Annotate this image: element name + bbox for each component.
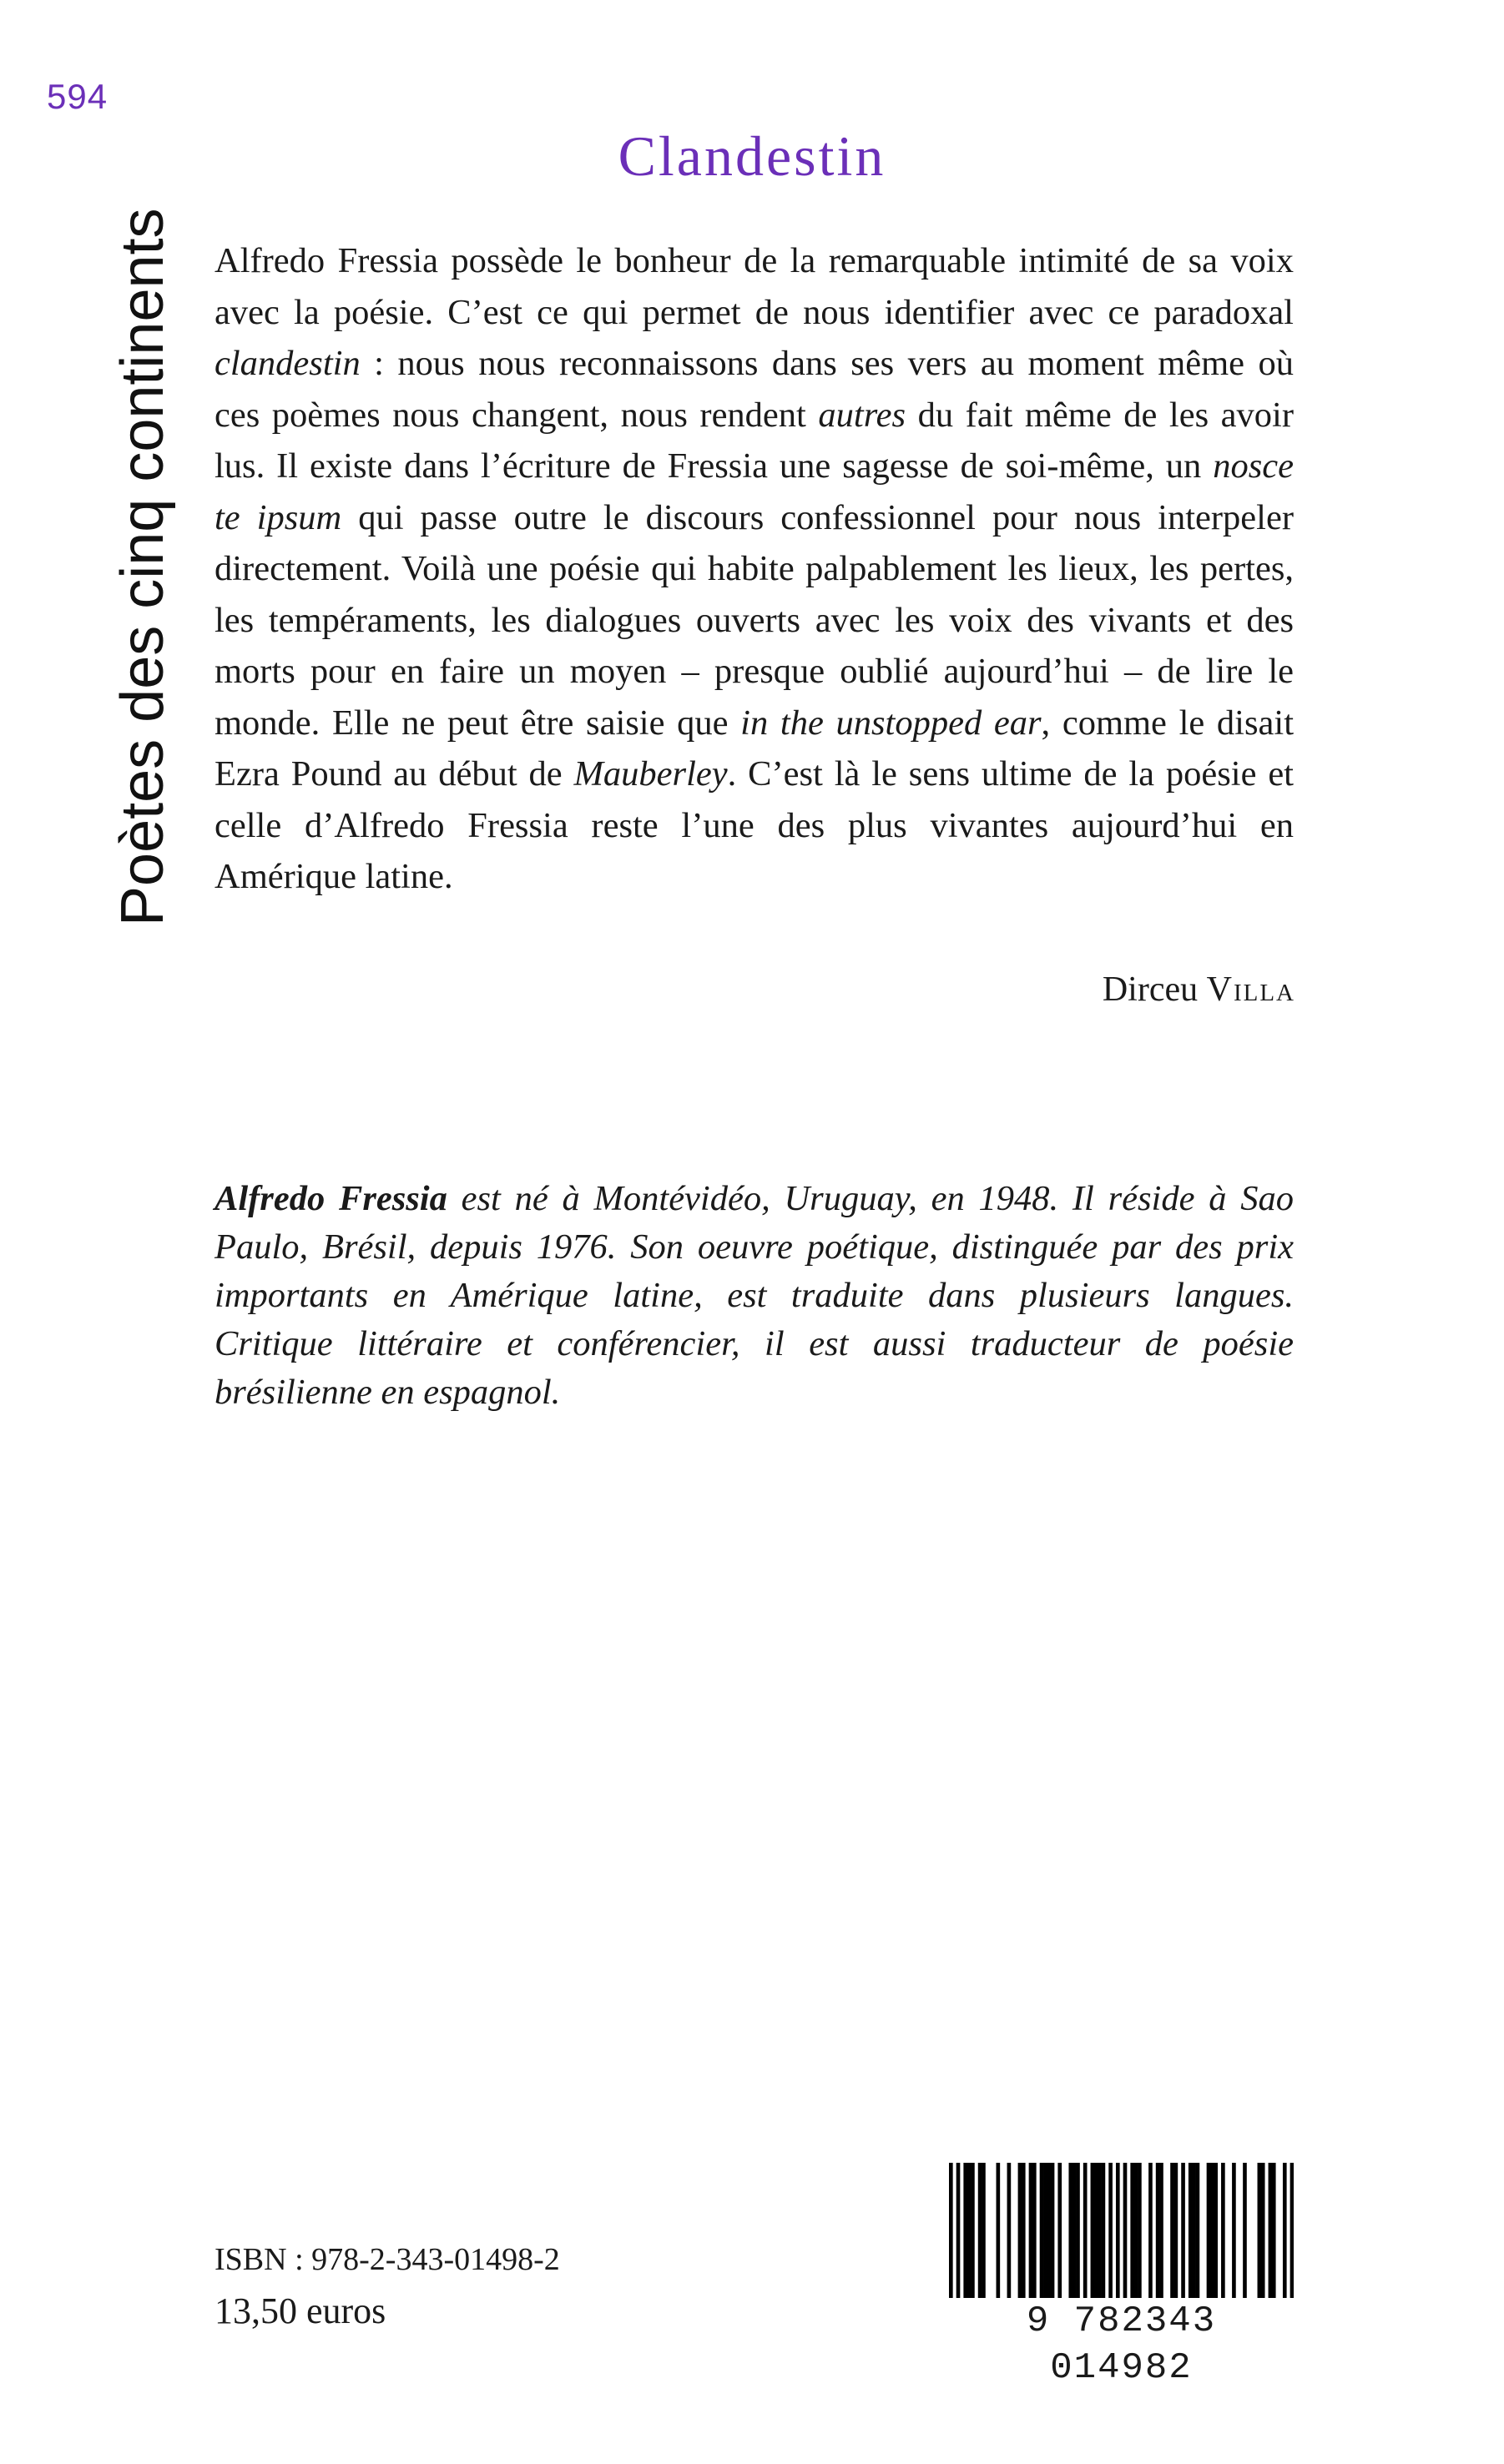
barcode-bar — [1108, 2163, 1113, 2305]
blurb-italic: in the unstopped ear — [740, 703, 1042, 743]
barcode-bar — [1029, 2163, 1033, 2305]
blurb-paragraph — [214, 235, 1294, 903]
barcode-bar — [1148, 2163, 1153, 2305]
blurb-text: du fait même de les avoir lus. Il existe dans l’écriture de Fressia une sagesse de soi-même, un — [214, 395, 1294, 486]
barcode-bar — [1156, 2163, 1160, 2305]
barcode-bar — [997, 2163, 1001, 2305]
blurb-italic: clandestin — [214, 344, 361, 383]
barcode-bar — [1189, 2163, 1193, 2305]
barcode-bar — [967, 2163, 972, 2305]
barcode-bars — [949, 2163, 1294, 2305]
barcode-bar — [1068, 2163, 1072, 2305]
barcode-bar — [1192, 2163, 1196, 2305]
bio-text: est né à Montévidéo, Uruguay, en 1948. Il réside à Sao Paulo, Brésil, depuis 1976. Son oeuvre poétique, distinguée par des prix importants en Amérique latine, est traduite dans plusieurs langues. Critique littéraire et conférencier, il est aussi traducteur de poésie brésilienne en espagnol. — [214, 1179, 1294, 1412]
blurb-italic: autres — [818, 395, 906, 435]
blurb — [214, 235, 1294, 903]
barcode-bar — [1134, 2163, 1138, 2305]
barcode-bar — [1051, 2163, 1055, 2305]
barcode-bar — [1047, 2163, 1051, 2305]
book-title: Clandestin — [618, 124, 886, 188]
barcode-bar — [1159, 2163, 1163, 2305]
barcode-bar — [1018, 2163, 1022, 2305]
barcode-bar — [982, 2163, 986, 2305]
barcode-bar — [1261, 2163, 1265, 2305]
barcode-bar — [1290, 2163, 1294, 2305]
series-name: Poètes des cinq continents — [109, 208, 176, 926]
barcode-bar — [1040, 2163, 1044, 2305]
barcode-digits: 9 782343 014982 — [949, 2298, 1294, 2391]
blurb-signature — [1103, 970, 1295, 1010]
barcode-bar — [978, 2163, 982, 2305]
barcode-bar — [1207, 2163, 1211, 2305]
blurb-text: Alfredo Fressia possède le bonheur de la remarquable intimité de sa voix avec la poésie. C’est ce qui permet de nous identifier avec ce paradoxal — [214, 241, 1294, 332]
barcode-bar — [1043, 2163, 1047, 2305]
barcode-bar — [1174, 2163, 1178, 2305]
barcode-bar — [1272, 2163, 1276, 2305]
barcode-bar — [1138, 2163, 1142, 2305]
barcode-bar — [1102, 2163, 1106, 2305]
barcode-bar — [1210, 2163, 1214, 2305]
barcode-bar — [1221, 2163, 1225, 2305]
barcode-bar — [1232, 2163, 1236, 2305]
barcode-bar — [1022, 2163, 1026, 2305]
signature-last-name: Villa — [1206, 970, 1295, 1009]
barcode-bar — [1032, 2163, 1037, 2305]
barcode-bar — [1083, 2163, 1088, 2305]
barcode-bar — [1170, 2163, 1174, 2305]
blurb-text: qui passe outre le discours confessionnel pour nous interpeler directement. Voilà une poésie qui habite palpablement les lieux, les pertes, les tempéraments, les dialogues ouverts avec les voix des vivants et des morts pour en faire un moyen – presque oublié aujourd’hui – de lire le monde. Elle ne peut être saisie que — [214, 497, 1294, 743]
author-bio — [214, 1175, 1294, 1417]
blurb-italic: nosce te ipsum — [214, 446, 1294, 537]
barcode-bar — [949, 2163, 953, 2305]
barcode-bar — [1057, 2163, 1062, 2305]
barcode-bar — [963, 2163, 967, 2305]
bio-author-name: Alfredo Fressia — [214, 1179, 447, 1218]
barcode-bar — [1258, 2163, 1262, 2305]
isbn: ISBN : 978-2-343-01498-2 — [214, 2242, 560, 2277]
signature-first-name: Dirceu — [1102, 970, 1207, 1009]
barcode-bar — [1196, 2163, 1200, 2305]
barcode-bar — [1130, 2163, 1134, 2305]
barcode-bar — [1007, 2163, 1012, 2305]
barcode-bar — [1123, 2163, 1128, 2305]
barcode-bar — [1181, 2163, 1185, 2305]
barcode-bar — [1098, 2163, 1102, 2305]
price: 13,50 euros — [214, 2290, 386, 2331]
barcode-bar — [1091, 2163, 1095, 2305]
blurb-text: . C’est là le sens ultime de la poésie et celle d’Alfredo Fressia reste l’une des plus vivantes aujourd’hui en Amérique latine. — [214, 754, 1294, 896]
blurb-text: , comme le disait Ezra Pound au début de — [214, 703, 1295, 794]
barcode-bar — [1243, 2163, 1247, 2305]
barcode-bar — [971, 2163, 975, 2305]
barcode-bar — [1283, 2163, 1287, 2305]
barcode-bar — [1269, 2163, 1273, 2305]
barcode-bar — [1094, 2163, 1098, 2305]
barcode-bar — [1076, 2163, 1080, 2305]
blurb-italic: Mauberley — [573, 754, 728, 794]
series-number: 594 — [47, 77, 109, 116]
barcode-bar — [956, 2163, 961, 2305]
barcode-bar — [1072, 2163, 1077, 2305]
blurb-text: : nous nous reconnaissons dans ses vers au moment même où ces poèmes nous changent, nous rendent — [214, 344, 1294, 435]
barcode-bar — [1116, 2163, 1120, 2305]
barcode-bar — [1214, 2163, 1218, 2305]
